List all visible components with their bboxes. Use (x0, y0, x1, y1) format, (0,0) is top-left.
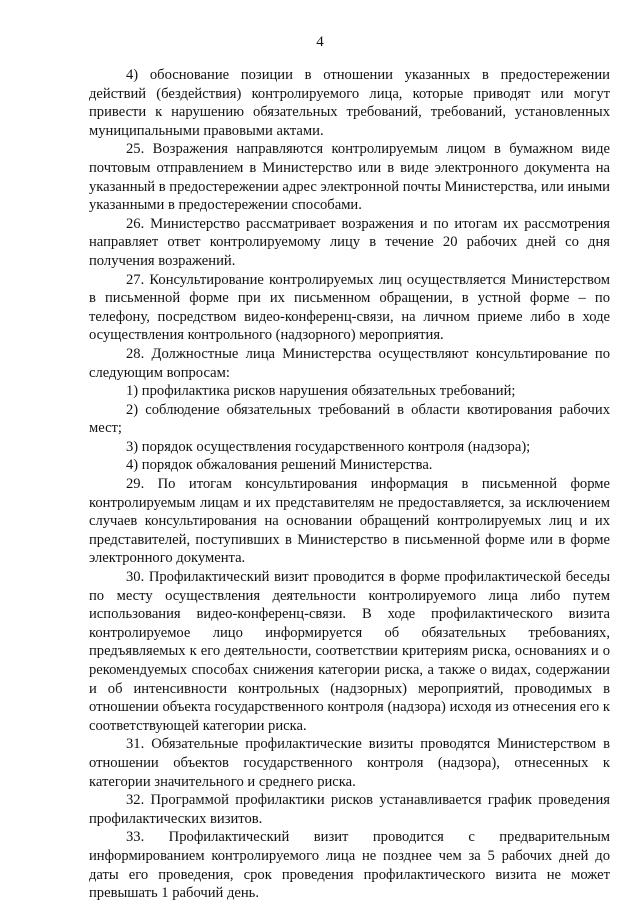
page-number: 4 (316, 34, 324, 50)
paragraph-26: 26. Министерство рассматривает возражения и по итогам их рассмотрения направляет ответ контролируемому лицу в течение 20 рабочих дней со дня получения возражений. (89, 215, 610, 269)
document-body (89, 66, 610, 903)
paragraph-28-item-2: 2) соблюдение обязательных требований в области квотирования рабочих мест; (89, 401, 610, 437)
paragraph-28-item-4: 4) порядок обжалования решений Министерства. (126, 457, 433, 474)
paragraph-28-item-1: 1) профилактика рисков нарушения обязательных требований; (126, 383, 516, 400)
paragraph-27: 27. Консультирование контролируемых лиц осуществляется Министерством в письменной форме при их письменном обращении, в устной форме – по телефону, посредством видео-конференц-связи, на личном приеме либо в ходе осуществления контрольного (надзорного) мероприятия. (89, 271, 610, 344)
paragraph-33: 33. Профилактический визит проводится с предварительным информированием контролируемого лица не позднее чем за 5 рабочих дней до даты его проведения, срок проведения профилактического визита не может превышать 1 рабочий день. (89, 829, 610, 902)
paragraph-32: 32. Программой профилактики рисков устанавливается график проведения профилактических визитов. (89, 792, 610, 827)
paragraph-28-item-3: 3) порядок осуществления государственного контроля (надзора); (126, 438, 531, 455)
paragraph-24-item-4: 4) обоснование позиции в отношении указанных в предостережении действий (бездействия) контролируемого лица, которые приводят или могут привести к нарушению обязательных требований, требований, установленных муниципальными правовыми актами. (89, 67, 610, 139)
paragraph-28: 28. Должностные лица Министерства осуществляют консультирование по следующим вопросам: (89, 345, 610, 381)
paragraph-25: 25. Возражения направляются контролируемым лицом в бумажном виде почтовым отправлением в Министерство или в виде электронного документа на указанный в предостережении адрес электронной почты Министерства, или иными указанными в предостережении способами. (89, 141, 610, 214)
paragraph-30: 30. Профилактический визит проводится в форме профилактической беседы по месту осуществления деятельности контролируемого лица либо путем использования видео-конференц-связи. В ходе профилактического визита контролируемое лицо информируется об обязательных требованиях, предъявляемых к его деятельности, соответствии критериям риска, основаниях и о рекомендуемых способах снижения категории риска, а также о видах, содержании и об интенсивности контрольных (надзорных) мероприятий, проводимых в отношении объекта государственного контроля (надзора) исходя из отнесения его к соответствующей категории риска. (89, 569, 610, 734)
paragraph-29: 29. По итогам консультирования информация в письменной форме контролируемым лицам и их представителям не предоставляется, за исключением случаев консультирования на основании обращений контролируемых лиц и их представителей, поступивших в Министерство в письменной форме или в форме электронного документа. (89, 476, 610, 567)
paragraph-31: 31. Обязательные профилактические визиты проводятся Министерством в отношении объектов государственного контроля (надзора), отнесенных к категории значительного и среднего риска. (89, 736, 610, 790)
